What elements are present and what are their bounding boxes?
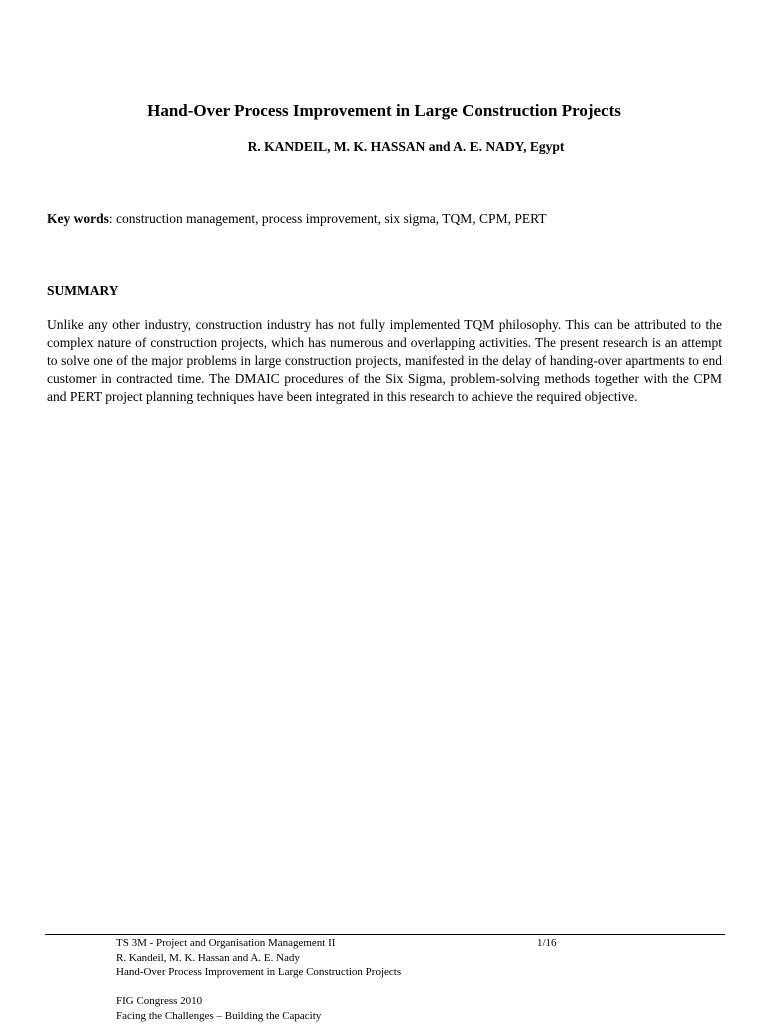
keywords-text: : construction management, process improvement, six sigma, TQM, CPM, PERT bbox=[108, 211, 547, 226]
summary-body: Unlike any other industry, construction industry has not fully implemented TQM philosophy. This can be attributed to the complex nature of construction projects, which has numerous and overlapping activities. The present research is an attempt to solve one of the major problems in large construction projects, manifested in the delay of handing-over apartments to end customer in contracted time. The DMAIC procedures of the Six Sigma, problem-solving methods together with the CPM and PERT project planning techniques have been integrated in this research to achieve the required objective. bbox=[47, 317, 722, 404]
footer-congress: FIG Congress 2010 bbox=[116, 995, 203, 1007]
paper-title: Hand-Over Process Improvement in Large Construction Projects bbox=[147, 101, 621, 120]
footer-theme: Facing the Challenges – Building the Capacity bbox=[116, 1009, 322, 1022]
footer-title: Hand-Over Process Improvement in Large Construction Projects bbox=[116, 966, 402, 978]
page-footer bbox=[116, 936, 676, 1023]
footer-spacer bbox=[116, 980, 676, 995]
footer-session: TS 3M - Project and Organisation Management II bbox=[116, 937, 336, 949]
summary-heading: SUMMARY bbox=[47, 283, 119, 298]
keywords-line bbox=[47, 210, 727, 228]
keywords-label: Key words bbox=[47, 211, 109, 226]
paper-authors: R. KANDEIL, M. K. HASSAN and A. E. NADY, Egypt bbox=[247, 139, 565, 154]
footer-divider bbox=[45, 934, 725, 935]
page-number: 1/16 bbox=[537, 937, 557, 949]
footer-authors: R. Kandeil, M. K. Hassan and A. E. Nady bbox=[116, 951, 300, 964]
